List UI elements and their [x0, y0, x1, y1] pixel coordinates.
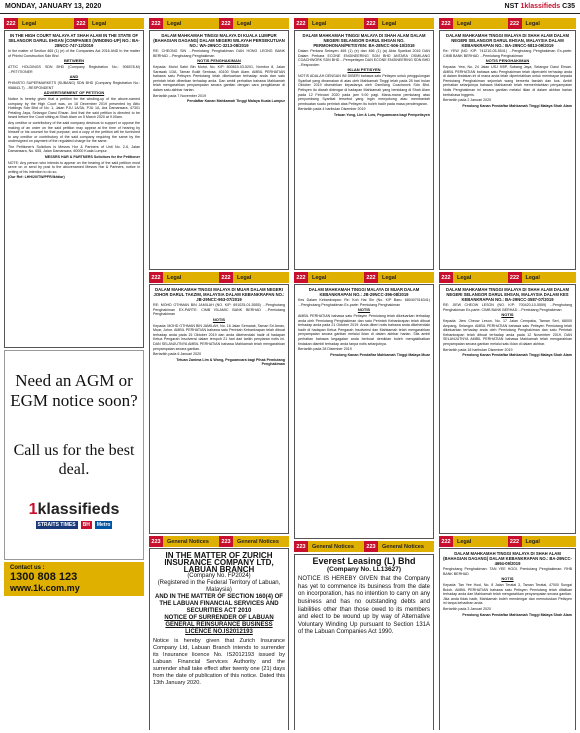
bh-logo: BH [82, 522, 90, 528]
legal-notice: DALAM MAHKAMAH TINGGI MALAYA DI SHAH ALAM DALAM NEGERI SELANGOR DARUL EHSAN, MALAYSIA DALAM KES KEBANKRAPAN NO.: BA-29NCC-3587-07/2019 RE: JIEW CHEOW LESON (NO. K/P: 700420-10-5559) ...Penghutang Penghakiman Ex-parte: CIMB BANK BERHAD ...Pemiutang Penghakiman NOTIS Kepada: Jiew Cheow Leson, No. 17 Jalan Cempaka, Taman Seri, 68000 Ampang, Selangor. AMBIL PERHATIAN bahawa satu Petisyen Pemiutang telah dikeluarkan terhadap anda oleh Pemiutang Penghakiman dan satu Perintah Kebankrapan telah dibuat terhadap anda pada 12 November 2019. DAN SELANJUTNYA AMBIL PERHATIAN bahawa Mahkamah telah mengarahkan penyampaian secara gantian melalui satu iklan di dalam akhbar. Bertarikh pada 18 haribulan Disember 2019 Penolong Kanan Pendaftar Mahkamah Tinggi Malaya Shah Alam [439, 284, 576, 534]
legal-notice: DALAM MAHKAMAH TINGGI MALAYA DI KUALA LUMPUR (BAHAGIAN DAGANG) DALAM NEGERI WILAYAH PERSEKUTUAN NO.: WA-29NCC-3213-08/2019 RE: CHEONG SIN ...Pemiutang Penghakiman DAN HONG LEONG BANK BERHAD ...Penghutang Penghakiman NOTIS PENGHAKIMAN Kepada: Mohd Sabri Bin Mohd, No. K/P: 800815-03-5201, Nombor 8, Jalan Sarawak 1/3A, Taman Bukit Sentosa, 40100 Shah Alam. AMBIL PERHATIAN bahawa satu Petisyen Pemiutang telah dikeluarkan terhadap anda dan satu perintah telah diberikan terhadap anda. Dan ambil perhatian bahawa Mahkamah telah mengarahkan penyampaian secara gantian dengan cara pengiklanan di dalam satu akhbar harian. Bertarikh pada 7 November 2019 Pendaftar Kanan Mahkamah Tinggi Malaya Kuala Lumpur [149, 30, 289, 270]
column-1 [4, 18, 144, 730]
ad-headline: Need an AGM or EGM notice soon? [10, 371, 138, 410]
section-header-legal: 222 Legal 222 Legal [439, 272, 576, 283]
legal-notice: DALAM MAHKAMAH TINGGI MALAYA DI SHAH ALAM DALAM NEGERI SELANGOR DARUL EHSAN, MALAYSIA DALAM KEBANKRAPAN NO.: BA-29NCC-5813-09/2019 Re: YEW (NO. K/P: 741210-05-5541) ...Penghutang Penghakiman Ex-parte: CIMB BANK BERHAD ...Pemiutang Penghakiman NOTIS PENGHAKIMAN Kepada: Yew, No. 24 Jalan USJ 9/5P, Subang Jaya, Selangor Darul Ehsan. AMBIL PERHATIAN bahawa satu Penghakiman telah diperolehi terhadap anda di dalam tindakan ini di mana anda telah diperintahkan untuk membayar kepada Pemiutang Penghakiman sejumlah wang berserta faedah dan kos. Ambil perhatian selanjutnya bahawa Mahkamah telah memerintahkan penyampaian Notis Penghakiman ini secara gantian melalui iklan di dalam akhbar harian berbahasa Inggeris. Bertarikh pada 2 Januari 2020 Penolong Kanan Pendaftar Mahkamah Tinggi Malaya Shah Alam [439, 30, 576, 270]
legal-notice: DALAM MAHKAMAH TINGGI MALAYA DI MUAR DALAM NEGERI JOHOR DARUL TAKZIM, MALAYSIA DALAM KEBANKRAPAN NO.: JB-29NCC-963-07/2019 RE: MOHD OTHMAN BIN JAMILAH (NO. K/P: 691025-01-5555) ...Penghutang Penghakiman EX-PARTE: CIMB ISLAMIC BANK BERHAD ...Pemiutang Penghakiman NOTIS Kepada: MOHD OTHMAN BIN JAMILAH, No. 16 Jalan Semarak, Taman Sri Aman, Muar, Johor. AMBIL PERHATIAN bahawa satu Perintah Kebankrapan telah dibuat terhadap anda pada 15 Oktober 2019 dan anda dikehendaki hadir di hadapan Ketua Pengarah Insolvensi dalam tempoh 21 hari dari tarikh penyiaran notis ini. DAN SELANJUTNYA AMBIL PERHATIAN bahawa Mahkamah telah mengarahkan penyampaian secara gantian. Bertarikh pada 6 Januari 2020 Tetuan Zanima Lim & Wong, Peguamcara bagi Pihak Pemiutang Penghakiman [149, 284, 289, 534]
general-notice-everest: Everest Leasing (L) Bhd (Company No. LL13627) NOTICE IS HEREBY GIVEN that the Company has yet to commence its business from the date on incorporation, has no intention to carry on any business and has no outstanding debts and liabilities other than those owed to its members and elect to be wound up by way of Alternative Voluntary Winding Up pursuant to Section 131A of the Labuan Companies Act 1990. [294, 554, 434, 730]
contact-box [4, 562, 144, 596]
straits-times-logo: STRAITS TIMES [37, 522, 76, 528]
metro-logo: Metro [96, 522, 111, 528]
header-brand: NST 1klassifieds C35 [504, 3, 575, 10]
legal-notice: IN THE HIGH COURT MALAYA AT SHAH ALAM IN THE STATE OF SELANGOR DARUL EHSAN (COMPANIES (WINDING-UP) NO.: BA-28NCC-747-12/2019 In the matter of Section 465 (1) (e) of the Companies Act 2016 AND In the matter of Phinisi Construction Sdn Bhd BETWEEN ATTIC HOLDINGS SDN BHD (Company Registration No.: 906578-M) ...PETITIONER AND PHINISTO SUPERMARKETS (SUBANG) SDN BHD (Company Registration No.: 958843-T) ...RESPONDENT ADVERTISEMENT OF PETITION Notice is hereby given that a petition for the winding-up of the above-named company by the High Court was, on 18 December 2019 presented by Attic Holdings Sdn Bhd of No. 1, Jalan PJU 1A/3A, PJU 1A, Ara Damansara, 47301 Petaling Jaya, Selangor Darul Ehsan. And that the said petition is directed to be heard before the Court sitting at Shah Alam on 5 March 2020 at 9.00am. Any creditor or contributory of the said company desirous to support or oppose the making of an order on the said petition may appear at the time of hearing by himself or his counsel for that purpose; and a copy of the petition will be furnished to any creditor or contributory of the said company requiring the same by the undersigned on payment of the regulated charge for the same. The Petitioner's Solicitors is Messrs Hor & Partners of Unit No. 2-6, Jalan Damansara, No. 655, Jalan Damansara, 60000 Kuala Lumpur. MESSRS HAR & PARTNERS Solicitors for the Petitioner NOTE: Any person who intends to appear on the hearing of the said petition must serve on or send by post to the abovenamed Messrs Har & Partners, notice in writing of his intention to do so. (Our Ref: LHH/20/TW/PFR/Ikhtiar) [4, 30, 144, 348]
section-header-general: 223 General Notices 223 General Notices [294, 541, 434, 552]
contact-label: Contact us : [10, 565, 45, 571]
column-4 [439, 18, 576, 730]
section-header-legal: 222 Legal 222 Legal [4, 18, 144, 29]
page-number: C35 [562, 3, 575, 10]
legal-notice: DALAM MAHKAMAH TINGGI MALAYA DI SHAH ALAM DALAM NEGERI SELANGOR DARUL EHSAN NO. PERMOHONAN/PETISYEN: BA-28NCC-506-10/2019 Dalam Perkara Seksyen 465 (1) (e) dan 466 (1) (a) Akta Syarikat 2016 DAN Dalam Perkara ECONE ENGINEERING SDN BHD ANTARA OSMILANG COACHWORK SDN BHD ...Pempetisyen DAN ECONE ENGINEERING SDN BHD ...Responden IKLAN PETISYEN NOTIS ADALAH DENGAN INI DIBERI bahawa satu Petisyen untuk penggulungan Syarikat yang dinamakan di atas oleh Mahkamah Tinggi telah pada 28 hari bulan Oktober 2019 diserahkan kepadanya oleh Osmilang Coachwork Sdn Bhd. Petisyen itu diarah didengar di hadapan Mahkamah yang bersidang di Shah Alam pada 12 Februari 2020 pada jam 9.00 pagi. Mana-mana pemiutang atau penyumbang Syarikat tersebut yang ingin menyokong atau membantah pembuatan suatu perintah atas Petisyen itu boleh hadir pada masa pendengaran. Bertarikh pada 4 haribulan Disember 2019 Tetuan Yong, Lim & Low, Peguamcara bagi Pempetisyen [294, 30, 434, 270]
section-header-legal: 222 Legal 222 Legal [149, 18, 289, 29]
header-date: MONDAY, JANUARY 13, 2020 [5, 3, 102, 10]
legal-notice: DALAM MAHKAMAH TINGGI MALAYA DI SHAH ALAM (BAHAGIAN DAGANG) DALAM KEBANKRAPAN NO.: BA-29NCC-4694-09/2019 Penghutang Penghakiman: TAN YEE HOOI. Pemiutang Penghakiman: RHB BANK BERHAD NOTIS Kepada: Tan Yee Hooi, No. 8 Jalan Teratai 3, Taman Teratai, 47000 Sungai Buloh. AMBIL PERHATIAN bahawa satu Petisyen Pemiutang telah difailkan terhadap anda dan Mahkamah telah mengarahkan penyampaian secara gantian. Jika anda tidak hadir, Mahkamah boleh mendengar dan memutuskan Petisyen ini tanpa kehadiran anda. Bertarikh pada 3 Januari 2020 Penolong Kanan Pendaftar Mahkamah Tinggi Malaya Shah Alam [439, 548, 576, 730]
section-header-legal: 222 Legal 222 Legal [294, 272, 434, 283]
partner-logos [36, 521, 113, 529]
contact-website[interactable]: www.1k.com.my [10, 583, 80, 593]
section-header-general: 223 General Notices 223 General Notices [149, 536, 289, 547]
section-header-legal: 222 Legal 222 Legal [294, 18, 434, 29]
contact-phone[interactable]: 1300 808 123 [10, 571, 78, 583]
column-3 [294, 18, 434, 730]
section-header-legal: 222 Legal 222 Legal [149, 272, 289, 283]
klassifieds-logo: 1klassifieds [28, 501, 120, 518]
general-notice-zurich: IN THE MATTER OF ZURICH INSURANCE COMPANY LTD, LABUAN BRANCH (Company No. FP2024) (Registered in the Federal Territory of Labuan, Malaysia) AND IN THE MATTER OF SECTION 160(4) OF THE LABUAN FINANCIAL SERVICES AND SECURITIES ACT 2010 NOTICE OF SURRENDER OF LABUAN GENERAL REINSURANCE BUSINESS LICENCE NO.IS2012193 Notice is hereby given that Zurich Insurance Company Ltd, Labuan Branch intends to surrender its Insurance licence No. IS2012193 issued by Labuan Financial Services Authority and the surrender shall take effect after twenty one (21) days from the date of publication of this notice. Dated this 13th January 2020. [149, 548, 289, 730]
ad-subline: Call us for the best deal. [13, 442, 135, 478]
ad-brand [11, 501, 137, 529]
legal-notice: DALAM MAHKAMAH TINGGI MALAYA DI MUAR DALAM KEBANKRAPAN NO.: JB-29NCC-396-08/2019 Kes Dalam Kebankrapan: Re: Koh Hai Sin (No. K/P Baru: 680407016341) ...Penghutang Penghakiman Ex-parte: Pemiutang Penghakiman NOTIS AMBIL PERHATIAN bahawa satu Petisyen Pemiutang telah dikeluarkan terhadap anda oleh Pemiutang Penghakiman dan satu Perintah Kebankrapan telah dibuat terhadap anda pada 21 Oktober 2019. Anda diberi notis bahawa anda dikehendaki hadir di hadapan Ketua Pengarah Insolvensi dan Mahkamah telah mengarahkan penyampaian secara gantian melalui iklan di dalam akhbar harian. Sila ambil perhatian bahawa kegagalan anda berbuat demikian boleh mengakibatkan tindakan diambil terhadap anda tanpa notis selanjutnya. Bertarikh pada 28 Disember 2019 Penolong Kanan Pendaftar Mahkamah Tinggi Malaya Muar [294, 284, 434, 539]
column-2 [149, 18, 289, 730]
section-header-legal: 222 Legal 222 Legal [439, 18, 576, 29]
page-header [0, 0, 580, 14]
promo-ad[interactable] [4, 350, 144, 560]
section-header-legal: 222 Legal 222 Legal [439, 536, 576, 547]
